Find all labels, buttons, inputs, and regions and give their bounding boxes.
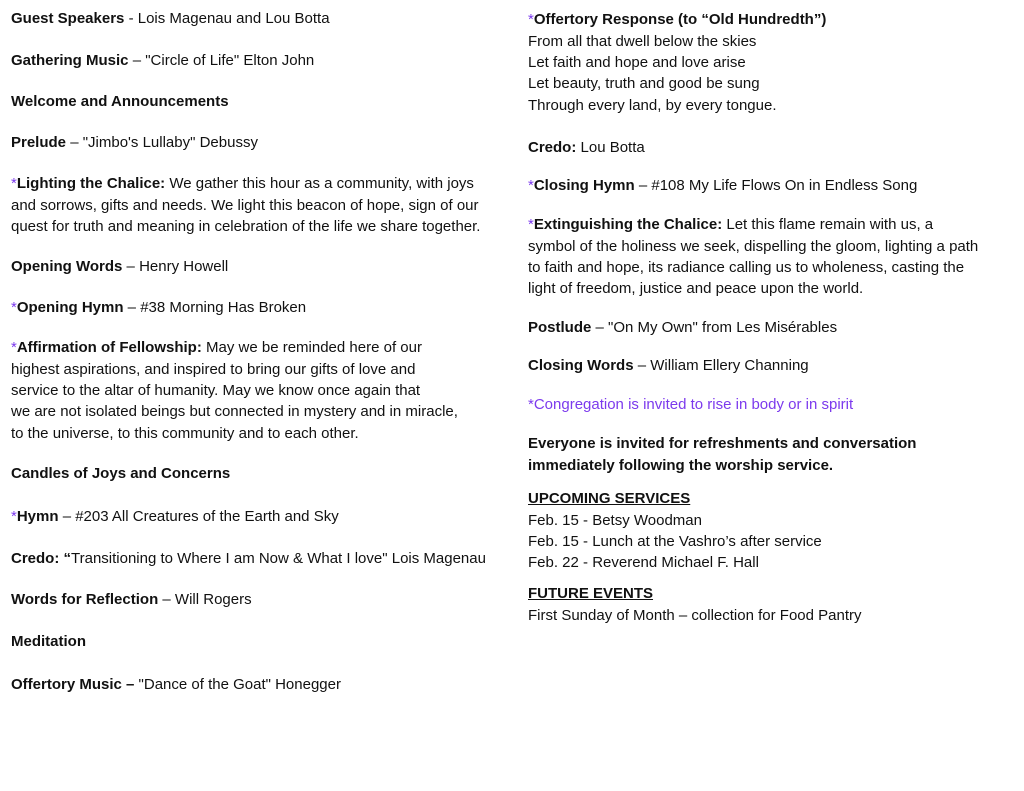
accent-text: * — [11, 175, 17, 193]
text: – #108 My Life Flows On in Endless Song — [634, 177, 918, 195]
section-hymn — [11, 506, 339, 527]
bold-label: Gathering Music — [11, 52, 129, 70]
text: highest aspirations, and inspired to bring our gifts of love and — [11, 360, 416, 378]
text: light of freedom, justice and peace upon the world. — [528, 280, 864, 298]
text: - Lois Magenau and Lou Botta — [124, 10, 330, 28]
text-line — [11, 463, 230, 484]
text: and sorrows, gifts and needs. We light this beacon of hope, sign of our — [11, 196, 479, 214]
text: Lou Botta — [576, 139, 645, 157]
section-welcome — [11, 91, 229, 112]
text-line — [528, 510, 822, 531]
bold-label: Welcome and Announcements — [11, 93, 229, 111]
text: – Henry Howell — [122, 258, 229, 276]
section-lighting-chalice — [11, 173, 480, 237]
text-line — [528, 531, 822, 552]
text-line — [11, 674, 341, 695]
text: – William Ellery Channing — [633, 357, 809, 375]
section-affirmation — [11, 337, 458, 444]
text-line — [528, 583, 862, 604]
bold-label: Postlude — [528, 319, 592, 337]
text: Transitioning to Where I am Now & What I love" Lois Magenau — [71, 550, 486, 568]
section-opening-hymn — [11, 297, 306, 318]
accent-text: * — [528, 216, 534, 234]
text-line — [11, 173, 480, 194]
text-line — [11, 589, 252, 610]
text-line — [528, 175, 917, 196]
text: We gather this hour as a community, with joys — [165, 175, 474, 193]
text-line — [528, 9, 826, 30]
text: Feb. 15 - Betsy Woodman — [528, 511, 702, 529]
text-line — [528, 455, 916, 476]
section-opening-words — [11, 256, 228, 277]
text-line — [528, 355, 809, 376]
text-line — [528, 52, 826, 73]
text-line — [11, 8, 330, 29]
text-line — [528, 278, 978, 299]
bold-label: Credo: — [528, 139, 577, 157]
text-line — [11, 506, 339, 527]
text-line — [528, 433, 916, 454]
text-line — [528, 317, 837, 338]
section-congregation-note — [528, 394, 853, 415]
text: symbol of the holiness we seek, dispelling the gloom, lighting a path — [528, 237, 979, 255]
bold-label: Everyone is invited for refreshments and conversation — [528, 435, 917, 453]
bold-label: immediately following the worship service. — [528, 456, 834, 474]
accent-text: * — [11, 339, 17, 357]
text: Through every land, by every tongue. — [528, 96, 777, 114]
text-line — [11, 548, 486, 569]
section-closing-hymn — [528, 175, 917, 196]
text: to faith and hope, its radiance calling us to wholeness, casting the — [528, 259, 965, 277]
text-line — [528, 95, 826, 116]
section-meditation — [11, 631, 86, 652]
section-words-reflection — [11, 589, 252, 610]
text: Feb. 22 - Reverend Michael F. Hall — [528, 554, 759, 572]
bold-label: Meditation — [11, 633, 86, 651]
bold-label: Candles of Joys and Concerns — [11, 465, 231, 483]
text: First Sunday of Month – collection for Food Pantry — [528, 606, 862, 624]
section-credo-1 — [11, 548, 486, 569]
section-offertory-response — [528, 9, 826, 116]
section-candles — [11, 463, 230, 484]
text-line — [11, 423, 458, 444]
section-credo-2 — [528, 137, 645, 158]
text-line — [528, 488, 822, 509]
text: Feb. 15 - Lunch at the Vashro’s after service — [528, 533, 822, 551]
section-prelude — [11, 132, 258, 153]
text-line — [11, 132, 258, 153]
accent-text: *Congregation is invited to rise in body or in spirit — [528, 396, 854, 414]
text: quest for truth and meaning in celebration of the life we share together. — [11, 218, 481, 236]
section-gathering-music — [11, 50, 314, 71]
bold-label: Credo: “ — [11, 550, 71, 568]
text: we are not isolated beings but connected in mystery and in miracle, — [11, 403, 458, 421]
bold-label: Extinguishing the Chalice: — [533, 216, 723, 234]
bold-label: Closing Words — [528, 357, 634, 375]
text-line — [528, 257, 978, 278]
section-heading: UPCOMING SERVICES — [528, 490, 691, 508]
text-line — [11, 216, 480, 237]
bold-label: Prelude — [11, 134, 67, 152]
text-line — [11, 91, 229, 112]
bold-label: Closing Hymn — [533, 177, 635, 195]
text-line — [528, 605, 862, 626]
section-future-events — [528, 583, 862, 626]
text: – "Jimbo's Lullaby" Debussy — [66, 134, 258, 152]
text: – Will Rogers — [158, 591, 252, 609]
text-line — [11, 631, 86, 652]
text-line — [528, 552, 822, 573]
bold-label: Affirmation of Fellowship: — [16, 339, 202, 357]
text-line — [11, 359, 458, 380]
bold-label: Opening Hymn — [16, 299, 124, 317]
text-line — [11, 337, 458, 358]
text-line — [11, 256, 228, 277]
text-line — [11, 401, 458, 422]
text: From all that dwell below the skies — [528, 32, 757, 50]
bold-label: Lighting the Chalice: — [16, 175, 166, 193]
text: service to the altar of humanity. May we know once again that — [11, 382, 421, 400]
accent-text: * — [528, 11, 534, 29]
text-line — [528, 214, 978, 235]
text-line — [11, 50, 314, 71]
section-postlude — [528, 317, 837, 338]
bold-label: Offertory Response (to “Old Hundredth”) — [533, 11, 827, 29]
text: "Dance of the Goat" Honegger — [134, 676, 341, 694]
section-guest-speakers — [11, 8, 330, 29]
section-refreshments — [528, 433, 916, 476]
accent-text: * — [11, 508, 17, 526]
section-offertory-music — [11, 674, 341, 695]
text: – "On My Own" from Les Misérables — [591, 319, 838, 337]
text: Let faith and hope and love arise — [528, 54, 746, 72]
bold-label: Guest Speakers — [11, 10, 125, 28]
accent-text: * — [11, 299, 17, 317]
text: – #203 All Creatures of the Earth and Sky — [58, 508, 339, 526]
bold-label: Words for Reflection — [11, 591, 159, 609]
text: – #38 Morning Has Broken — [123, 299, 307, 317]
text-line — [528, 394, 853, 415]
text: – "Circle of Life" Elton John — [128, 52, 315, 70]
text-line — [528, 73, 826, 94]
section-heading: FUTURE EVENTS — [528, 585, 654, 603]
text-line — [528, 31, 826, 52]
text: May we be reminded here of our — [201, 339, 422, 357]
bold-label: Offertory Music – — [11, 676, 135, 694]
text-line — [11, 380, 458, 401]
text: Let this flame remain with us, a — [722, 216, 934, 234]
bold-label: Opening Words — [11, 258, 123, 276]
section-extinguishing-chalice — [528, 214, 978, 300]
text: to the universe, to this community and to each other. — [11, 424, 359, 442]
section-upcoming-services — [528, 488, 822, 574]
text-line — [11, 297, 306, 318]
text: Let beauty, truth and good be sung — [528, 75, 760, 93]
text-line — [528, 236, 978, 257]
text-line — [11, 195, 480, 216]
section-closing-words — [528, 355, 809, 376]
accent-text: * — [528, 177, 534, 195]
text-line — [528, 137, 645, 158]
bold-label: Hymn — [16, 508, 59, 526]
